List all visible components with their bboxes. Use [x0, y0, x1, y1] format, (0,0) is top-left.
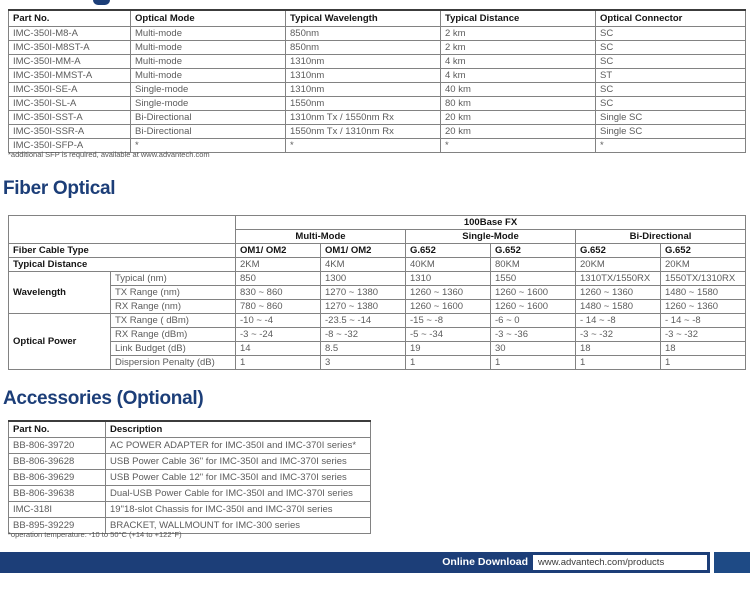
value-cell: -8 ~ -32 — [321, 328, 406, 342]
distance-cell: 20KM — [661, 258, 746, 272]
empty-corner-cell — [9, 216, 236, 244]
table-row — [9, 438, 371, 454]
value-cell: 1 — [576, 356, 661, 370]
value-cell: 1270 ~ 1380 — [321, 286, 406, 300]
wavelength-cell: 1310nm — [286, 83, 441, 97]
wavelength-cell: * — [286, 139, 441, 153]
temperature-footnote: *operation temperature: -10 to 50°C (+14 to +122°F) — [8, 530, 182, 539]
cropped-heading-remnant — [93, 0, 110, 5]
table-row — [9, 41, 746, 55]
group-header-100base-fx: 100Base FX — [236, 216, 746, 230]
typical-distance-row — [9, 258, 746, 272]
description-cell: USB Power Cable 12" for IMC-350I and IMC-370I series — [106, 470, 371, 486]
col-header-description: Description — [106, 421, 371, 438]
description-cell: USB Power Cable 36" for IMC-350I and IMC-370I series — [106, 454, 371, 470]
value-cell: -6 ~ 0 — [491, 314, 576, 328]
value-cell: -15 ~ -8 — [406, 314, 491, 328]
part-no-cell: IMC-350I-SSR-A — [9, 125, 131, 139]
value-cell: 1 — [491, 356, 576, 370]
table-row — [9, 470, 371, 486]
connector-cell: ST — [596, 69, 746, 83]
value-cell: - 14 ~ -8 — [576, 314, 661, 328]
description-cell: AC POWER ADAPTER for IMC-350I and IMC-370I series* — [106, 438, 371, 454]
value-cell: 1 — [236, 356, 321, 370]
description-cell: 19"18-slot Chassis for IMC-350I and IMC-370I series — [106, 502, 371, 518]
row-label: Typical Distance — [9, 258, 236, 272]
distance-cell: 80 km — [441, 97, 596, 111]
distance-cell: 40 km — [441, 83, 596, 97]
dispersion-penalty-row — [9, 356, 746, 370]
sub-label: Link Budget (dB) — [111, 342, 236, 356]
table-row — [9, 69, 746, 83]
connector-cell: SC — [596, 27, 746, 41]
wavelength-cell: 1310nm — [286, 69, 441, 83]
part-no-cell: BB-895-39229 — [9, 518, 106, 534]
part-no-cell: IMC-318I — [9, 502, 106, 518]
fiber-optical-table — [8, 215, 746, 370]
link-budget-row — [9, 342, 746, 356]
table-row — [9, 486, 371, 502]
table-row — [9, 111, 746, 125]
part-no-cell: BB-806-39720 — [9, 438, 106, 454]
optical-mode-cell: Multi-mode — [131, 41, 286, 55]
optical-mode-cell: Multi-mode — [131, 55, 286, 69]
value-cell: 8.5 — [321, 342, 406, 356]
distance-cell: 20KM — [576, 258, 661, 272]
distance-cell: 4 km — [441, 55, 596, 69]
value-cell: 1 — [406, 356, 491, 370]
description-cell: Dual-USB Power Cable for IMC-350I and IMC-370I series — [106, 486, 371, 502]
mode-header-bi-directional: Bi-Directional — [576, 230, 746, 244]
wavelength-rx-row — [9, 300, 746, 314]
cable-type-cell: G.652 — [406, 244, 491, 258]
wavelength-cell: 1550nm — [286, 97, 441, 111]
download-url-box[interactable]: www.advantech.com/products — [533, 555, 707, 570]
col-header-typical-distance: Typical Distance — [441, 10, 596, 27]
footer-right-cap — [714, 552, 750, 573]
value-cell: 30 — [491, 342, 576, 356]
table-row — [9, 55, 746, 69]
value-cell: 850 — [236, 272, 321, 286]
value-cell: -3 ~ -32 — [661, 328, 746, 342]
table-row — [9, 97, 746, 111]
distance-cell: 4KM — [321, 258, 406, 272]
value-cell: -3 ~ -32 — [576, 328, 661, 342]
col-header-typical-wavelength: Typical Wavelength — [286, 10, 441, 27]
part-no-cell: IMC-350I-SE-A — [9, 83, 131, 97]
distance-cell: 2KM — [236, 258, 321, 272]
fiber-group-header-row — [9, 216, 746, 230]
part-no-cell: IMC-350I-SFP-A — [9, 139, 131, 153]
wavelength-cell: 850nm — [286, 27, 441, 41]
value-cell: 1 — [661, 356, 746, 370]
value-cell: 1270 ~ 1380 — [321, 300, 406, 314]
cable-type-cell: G.652 — [576, 244, 661, 258]
value-cell: 830 ~ 860 — [236, 286, 321, 300]
value-cell: 1300 — [321, 272, 406, 286]
distance-cell: 40KM — [406, 258, 491, 272]
table-row — [9, 83, 746, 97]
part-no-cell: IMC-350I-SST-A — [9, 111, 131, 125]
connector-cell: * — [596, 139, 746, 153]
table-row — [9, 502, 371, 518]
sub-label: RX Range (dBm) — [111, 328, 236, 342]
connector-cell: SC — [596, 83, 746, 97]
sfp-footnote: *additional SFP is required, available at www.advantech.com — [8, 150, 210, 159]
table-row — [9, 125, 746, 139]
value-cell: 1260 ~ 1600 — [491, 286, 576, 300]
distance-cell: 20 km — [441, 125, 596, 139]
value-cell: 1310TX/1550RX — [576, 272, 661, 286]
connector-cell: SC — [596, 41, 746, 55]
connector-cell: SC — [596, 97, 746, 111]
online-download-label: Online Download — [442, 556, 528, 568]
distance-cell: 4 km — [441, 69, 596, 83]
part-no-cell: IMC-350I-M8ST-A — [9, 41, 131, 55]
table-row — [9, 454, 371, 470]
value-cell: 1260 ~ 1600 — [406, 300, 491, 314]
value-cell: 18 — [661, 342, 746, 356]
connector-cell: Single SC — [596, 111, 746, 125]
description-cell: BRACKET, WALLMOUNT for IMC-300 series — [106, 518, 371, 534]
accessories-table — [8, 420, 371, 534]
value-cell: 1260 ~ 1360 — [406, 286, 491, 300]
sub-label: TX Range ( dBm) — [111, 314, 236, 328]
value-cell: -10 ~ -4 — [236, 314, 321, 328]
value-cell: 1310 — [406, 272, 491, 286]
fiber-optical-section-title: Fiber Optical — [3, 178, 116, 199]
value-cell: 14 — [236, 342, 321, 356]
optical-mode-cell: Single-mode — [131, 97, 286, 111]
cable-type-cell: G.652 — [661, 244, 746, 258]
fiber-cable-type-row — [9, 244, 746, 258]
value-cell: -23.5 ~ -14 — [321, 314, 406, 328]
value-cell: 1260 ~ 1360 — [661, 300, 746, 314]
distance-cell: 2 km — [441, 41, 596, 55]
part-no-cell: IMC-350I-SL-A — [9, 97, 131, 111]
accessories-section-title: Accessories (Optional) — [3, 388, 204, 409]
value-cell: - 14 ~ -8 — [661, 314, 746, 328]
optical-power-group-label: Optical Power — [9, 314, 111, 370]
value-cell: 1480 ~ 1580 — [576, 300, 661, 314]
part-no-cell: IMC-350I-MM-A — [9, 55, 131, 69]
ordering-table — [8, 9, 746, 153]
value-cell: 1480 ~ 1580 — [661, 286, 746, 300]
value-cell: -3 ~ -24 — [236, 328, 321, 342]
connector-cell: Single SC — [596, 125, 746, 139]
optical-mode-cell: Multi-mode — [131, 27, 286, 41]
sub-label: Dispersion Penalty (dB) — [111, 356, 236, 370]
mode-header-multi-mode: Multi-Mode — [236, 230, 406, 244]
col-header-part-no: Part No. — [9, 10, 131, 27]
value-cell: 3 — [321, 356, 406, 370]
sub-label: Typical (nm) — [111, 272, 236, 286]
col-header-part-no: Part No. — [9, 421, 106, 438]
table-row — [9, 27, 746, 41]
power-tx-row — [9, 314, 746, 328]
optical-mode-cell: * — [131, 139, 286, 153]
sub-label: RX Range (nm) — [111, 300, 236, 314]
wavelength-cell: 1310nm Tx / 1550nm Rx — [286, 111, 441, 125]
wavelength-cell: 850nm — [286, 41, 441, 55]
optical-mode-cell: Multi-mode — [131, 69, 286, 83]
connector-cell: SC — [596, 55, 746, 69]
cable-type-cell: OM1/ OM2 — [321, 244, 406, 258]
ordering-header-row — [9, 10, 746, 27]
distance-cell: 20 km — [441, 111, 596, 125]
value-cell: 19 — [406, 342, 491, 356]
part-no-cell: BB-806-39628 — [9, 454, 106, 470]
sub-label: TX Range (nm) — [111, 286, 236, 300]
value-cell: 1550 — [491, 272, 576, 286]
part-no-cell: BB-806-39629 — [9, 470, 106, 486]
cable-type-cell: G.652 — [491, 244, 576, 258]
wavelength-cell: 1550nm Tx / 1310nm Rx — [286, 125, 441, 139]
col-header-optical-mode: Optical Mode — [131, 10, 286, 27]
distance-cell: 80KM — [491, 258, 576, 272]
distance-cell: 2 km — [441, 27, 596, 41]
distance-cell: * — [441, 139, 596, 153]
value-cell: 1550TX/1310RX — [661, 272, 746, 286]
wavelength-group-label: Wavelength — [9, 272, 111, 314]
part-no-cell: IMC-350I-MMST-A — [9, 69, 131, 83]
optical-mode-cell: Bi-Directional — [131, 111, 286, 125]
col-header-optical-connector: Optical Connector — [596, 10, 746, 27]
optical-mode-cell: Bi-Directional — [131, 125, 286, 139]
value-cell: 18 — [576, 342, 661, 356]
value-cell: -3 ~ -36 — [491, 328, 576, 342]
part-no-cell: IMC-350I-M8-A — [9, 27, 131, 41]
accessories-header-row — [9, 421, 371, 438]
mode-header-single-mode: Single-Mode — [406, 230, 576, 244]
value-cell: 1260 ~ 1600 — [491, 300, 576, 314]
cable-type-cell: OM1/ OM2 — [236, 244, 321, 258]
wavelength-cell: 1310nm — [286, 55, 441, 69]
wavelength-tx-row — [9, 286, 746, 300]
power-rx-row — [9, 328, 746, 342]
value-cell: 1260 ~ 1360 — [576, 286, 661, 300]
value-cell: 780 ~ 860 — [236, 300, 321, 314]
optical-mode-cell: Single-mode — [131, 83, 286, 97]
part-no-cell: BB-806-39638 — [9, 486, 106, 502]
row-label: Fiber Cable Type — [9, 244, 236, 258]
wavelength-typical-row — [9, 272, 746, 286]
value-cell: -5 ~ -34 — [406, 328, 491, 342]
